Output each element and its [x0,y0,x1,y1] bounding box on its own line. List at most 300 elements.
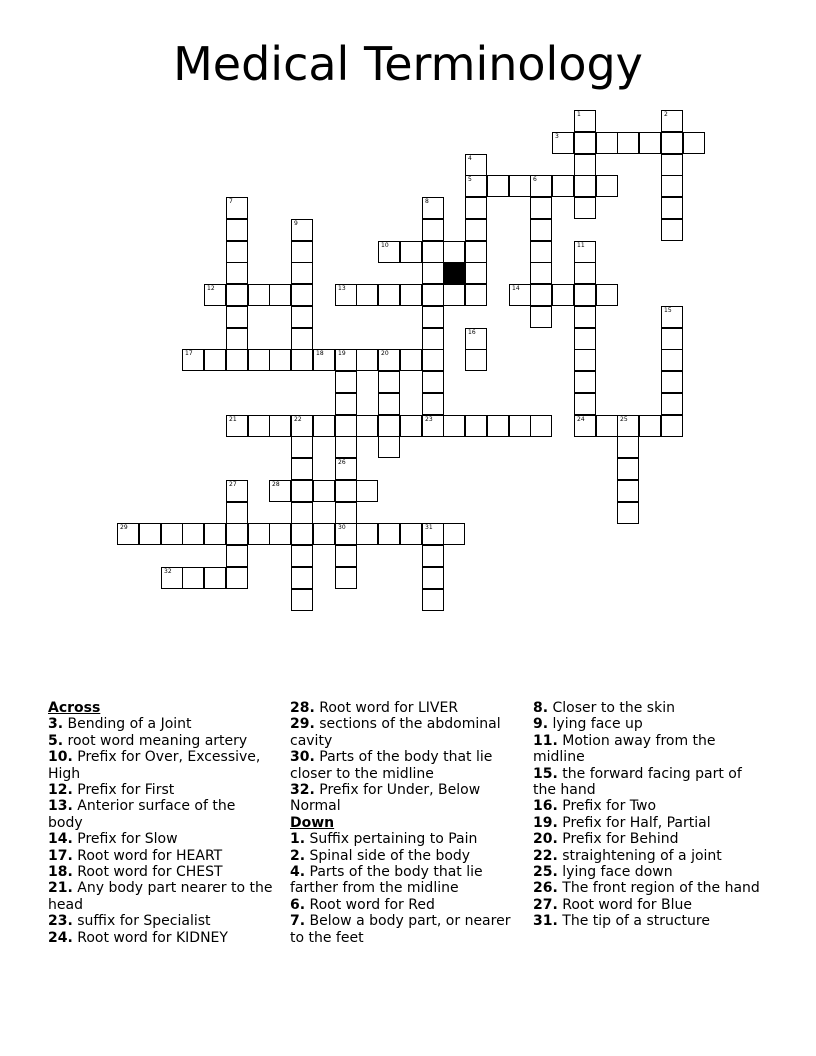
clue-text: Prefix for Over, Excessive, High [48,749,261,782]
clue-number: 10. [48,749,73,766]
down-clue [290,913,515,946]
clue-text: Prefix for Behind [557,831,679,848]
across-clue [48,733,273,749]
clue-number: 6. [290,896,306,913]
down-clue [533,880,761,896]
cell-number: 6 [533,176,537,183]
crossword-cell[interactable] [465,175,487,197]
crossword-cell[interactable] [226,480,248,502]
crossword-cell[interactable] [269,523,291,545]
crossword-cell[interactable] [226,219,248,241]
cell-number: 26 [338,459,346,466]
cell-number: 31 [425,524,433,531]
clue-number: 3. [48,716,64,733]
crossword-cell[interactable] [465,219,487,241]
clue-text: suffix for Specialist [72,913,211,930]
across-clue [48,782,273,798]
across-clue [290,749,515,782]
clue-number: 16. [533,798,558,815]
crossword-cell[interactable] [248,349,270,371]
crossword-cell[interactable] [313,415,335,437]
crossword-cell[interactable] [422,523,444,545]
clue-number: 15. [533,765,558,782]
clue-number: 31. [533,913,558,930]
crossword-cell[interactable] [335,371,357,393]
crossword-cell[interactable] [269,480,291,502]
crossword-cell[interactable] [161,567,183,589]
crossword-cell[interactable] [400,415,422,437]
blocked-square [443,262,465,284]
down-clue [290,848,515,864]
across-clue [290,700,515,716]
crossword-cell[interactable] [400,523,422,545]
across-clue [48,880,273,913]
crossword-cell[interactable] [661,110,683,132]
crossword-cell[interactable] [422,197,444,219]
cell-number: 4 [468,155,472,162]
crossword-cell[interactable] [182,567,204,589]
clue-text: The tip of a structure [557,913,710,930]
crossword-cell[interactable] [378,371,400,393]
cell-number: 9 [294,220,298,227]
crossword-cell[interactable] [465,328,487,350]
crossword-cell[interactable] [226,545,248,567]
clue-text: Root word for CHEST [72,864,223,881]
clue-text: Spinal side of the body [305,847,471,864]
crossword-cell[interactable] [661,175,683,197]
crossword-cell[interactable] [422,219,444,241]
crossword-cell[interactable] [378,284,400,306]
crossword-cell[interactable] [443,241,465,263]
crossword-cell[interactable] [661,219,683,241]
crossword-cell[interactable] [291,306,313,328]
crossword-cell[interactable] [422,328,444,350]
crossword-cell[interactable] [291,589,313,611]
clue-text: Root word for HEART [72,847,223,864]
crossword-cell[interactable] [530,241,552,263]
across-clue [48,864,273,880]
clue-text: Root word for Blue [557,896,692,913]
cell-number: 18 [316,350,324,357]
clue-number: 9. [533,716,549,733]
crossword-cell[interactable] [422,545,444,567]
crossword-cell[interactable] [248,284,270,306]
crossword-cell[interactable] [356,349,378,371]
crossword-cell[interactable] [574,197,596,219]
crossword-cell[interactable] [182,349,204,371]
crossword-cell[interactable] [248,415,270,437]
crossword-cell[interactable] [683,132,705,154]
across-clue [48,716,273,732]
clue-text: straightening of a joint [557,847,722,864]
clue-text: Prefix for First [72,782,175,799]
crossword-cell[interactable] [269,284,291,306]
cell-number: 14 [512,285,520,292]
cell-number: 1 [577,111,581,118]
crossword-cell[interactable] [226,241,248,263]
clue-text: root word meaning artery [63,732,248,749]
crossword-cell[interactable] [422,415,444,437]
crossword-cell[interactable] [335,458,357,480]
cell-number: 29 [120,524,128,531]
clues-column-2 [290,700,515,946]
crossword-cell[interactable] [226,567,248,589]
crossword-cell[interactable] [422,284,444,306]
crossword-cell[interactable] [530,306,552,328]
crossword-cell[interactable] [574,262,596,284]
crossword-cell[interactable] [617,436,639,458]
down-clue [290,897,515,913]
crossword-cell[interactable] [291,458,313,480]
cell-number: 25 [620,416,628,423]
page-title: Medical Terminology [173,37,643,91]
crossword-cell[interactable] [226,349,248,371]
crossword-cell[interactable] [269,349,291,371]
crossword-cell[interactable] [204,523,226,545]
crossword-cell[interactable] [617,480,639,502]
crossword-cell[interactable] [335,502,357,524]
cell-number: 27 [229,481,237,488]
across-clues-list [48,716,273,946]
clue-number: 25. [533,864,558,881]
down-clue [290,864,515,897]
clue-number: 2. [290,847,306,864]
crossword-cell[interactable] [661,306,683,328]
clue-number: 32. [290,782,315,799]
crossword-cell[interactable] [204,284,226,306]
crossword-cell[interactable] [552,132,574,154]
crossword-cell[interactable] [291,567,313,589]
cell-number: 3 [555,133,559,140]
cell-number: 20 [381,350,389,357]
crossword-cell[interactable] [356,523,378,545]
crossword-cell[interactable] [356,284,378,306]
crossword-cell[interactable] [443,415,465,437]
crossword-cell[interactable] [422,241,444,263]
crossword-cell[interactable] [378,415,400,437]
crossword-cell[interactable] [509,284,531,306]
crossword-cell[interactable] [617,458,639,480]
down-clue [533,716,761,732]
cell-number: 19 [338,350,346,357]
across-clue [48,913,273,929]
crossword-cell[interactable] [530,219,552,241]
clues-column-1 [48,700,273,946]
clue-text: Any body part nearer to the head [48,880,273,913]
crossword-cell[interactable] [335,415,357,437]
clue-text: Bending of a Joint [63,716,192,733]
clue-number: 26. [533,880,558,897]
crossword-cell[interactable] [574,371,596,393]
cell-number: 30 [338,524,346,531]
crossword-cell[interactable] [661,371,683,393]
across-clue [48,848,273,864]
crossword-cell[interactable] [465,284,487,306]
crossword-cell[interactable] [335,480,357,502]
crossword-cell[interactable] [530,415,552,437]
clue-text: Closer to the skin [548,700,675,716]
crossword-cell[interactable] [487,175,509,197]
clue-text: Prefix for Slow [72,831,178,848]
crossword-cell[interactable] [378,523,400,545]
clue-number: 1. [290,831,306,848]
clue-number: 23. [48,913,73,930]
crossword-cell[interactable] [465,197,487,219]
crossword-cell[interactable] [204,349,226,371]
crossword-cell[interactable] [574,175,596,197]
crossword-cell[interactable] [617,415,639,437]
crossword-cell[interactable] [291,284,313,306]
crossword-cell[interactable] [422,589,444,611]
crossword-cell[interactable] [335,545,357,567]
down-clue [533,897,761,913]
cell-number: 24 [577,416,585,423]
clue-number: 22. [533,847,558,864]
crossword-cell[interactable] [661,132,683,154]
crossword-cell[interactable] [422,349,444,371]
crossword-cell[interactable] [509,175,531,197]
clue-number: 11. [533,732,558,749]
crossword-cell[interactable] [378,349,400,371]
clue-text: Prefix for Under, Below Normal [290,782,481,815]
clue-number: 17. [48,847,73,864]
crossword-cell[interactable] [335,393,357,415]
crossword-cell[interactable] [269,415,291,437]
crossword-cell[interactable] [661,154,683,176]
crossword-cell[interactable] [226,328,248,350]
cell-number: 15 [664,307,672,314]
clue-number: 12. [48,782,73,799]
crossword-cell[interactable] [596,175,618,197]
crossword-cell[interactable] [291,328,313,350]
crossword-cell[interactable] [226,262,248,284]
crossword-cell[interactable] [139,523,161,545]
crossword-cell[interactable] [226,523,248,545]
down-heading: Down [290,814,335,831]
crossword-cell[interactable] [574,349,596,371]
down-clue [533,913,761,929]
crossword-cell[interactable] [378,436,400,458]
crossword-cell[interactable] [356,415,378,437]
clue-text: Motion away from the midline [533,732,716,766]
crossword-cell[interactable] [596,415,618,437]
cell-number: 8 [425,198,429,205]
crossword-cell[interactable] [400,241,422,263]
across-clue [48,930,273,946]
crossword-cell[interactable] [465,262,487,284]
cell-number: 13 [338,285,346,292]
clue-text: Below a body part, or nearer to the feet [290,913,511,946]
clue-text: the forward facing part of the hand [533,765,742,799]
crossword-cell[interactable] [574,110,596,132]
clue-number: 8. [533,700,549,716]
crossword-cell[interactable] [574,284,596,306]
crossword-cell[interactable] [661,197,683,219]
crossword-cell[interactable] [574,328,596,350]
across-clue [48,798,273,831]
crossword-cell[interactable] [487,415,509,437]
crossword-cell[interactable] [596,284,618,306]
crossword-cell[interactable] [400,349,422,371]
crossword-cell[interactable] [291,262,313,284]
crossword-cell[interactable] [291,480,313,502]
crossword-cell[interactable] [465,241,487,263]
cell-number: 17 [185,350,193,357]
crossword-cell[interactable] [226,502,248,524]
crossword-cell[interactable] [530,262,552,284]
crossword-cell[interactable] [661,349,683,371]
cell-number: 28 [272,481,280,488]
crossword-cell[interactable] [182,523,204,545]
crossword-cell[interactable] [313,523,335,545]
clue-text: Parts of the body that lie farther from the midline [290,864,483,897]
clue-text: Parts of the body that lie closer to the midline [290,749,493,782]
clue-number: 7. [290,913,306,930]
down-clue [533,831,761,847]
crossword-cell[interactable] [509,415,531,437]
down-clues-list [290,831,515,946]
crossword-cell[interactable] [161,523,183,545]
clue-text: sections of the abdominal cavity [290,716,501,749]
clues-column-3 [533,700,761,930]
crossword-cell[interactable] [422,371,444,393]
clue-text: Prefix for Two [557,798,657,815]
clue-text: Suffix pertaining to Pain [305,831,478,848]
crossword-cell[interactable] [291,502,313,524]
crossword-cell[interactable] [291,545,313,567]
down-clue [533,700,761,716]
across-clue [48,831,273,847]
crossword-cell[interactable] [291,219,313,241]
crossword-cell[interactable] [422,262,444,284]
clue-text: Root word for Red [305,896,435,913]
crossword-cell[interactable] [574,415,596,437]
crossword-cell[interactable] [574,241,596,263]
crossword-cell[interactable] [443,284,465,306]
clue-number: 19. [533,814,558,831]
cell-number: 32 [164,568,172,575]
clue-number: 29. [290,716,315,733]
crossword-cell[interactable] [422,306,444,328]
crossword-cell[interactable] [552,175,574,197]
cell-number: 22 [294,416,302,423]
clue-text: Anterior surface of the body [48,798,236,831]
crossword-cell[interactable] [378,393,400,415]
crossword-cell[interactable] [465,349,487,371]
crossword-cell[interactable] [335,567,357,589]
crossword-cell[interactable] [530,197,552,219]
crossword-cell[interactable] [335,349,357,371]
down-clues-list-continued [533,700,761,930]
clue-number: 4. [290,864,306,881]
crossword-cell[interactable] [422,393,444,415]
cell-number: 2 [664,111,668,118]
down-clue [533,815,761,831]
crossword-cell[interactable] [639,415,661,437]
clue-number: 5. [48,732,64,749]
clue-text: Prefix for Half, Partial [557,814,711,831]
crossword-cell[interactable] [443,523,465,545]
crossword-cell[interactable] [617,132,639,154]
across-heading: Across [48,700,101,716]
crossword-cell[interactable] [552,284,574,306]
crossword-cell[interactable] [226,197,248,219]
crossword-cell[interactable] [291,523,313,545]
crossword-cell[interactable] [574,132,596,154]
down-clue [533,848,761,864]
cell-number: 5 [468,176,472,183]
crossword-cell[interactable] [661,415,683,437]
crossword-cell[interactable] [530,284,552,306]
crossword-cell[interactable] [335,523,357,545]
crossword-cell[interactable] [422,567,444,589]
crossword-cell[interactable] [639,132,661,154]
crossword-cell[interactable] [356,480,378,502]
crossword-cell[interactable] [596,132,618,154]
clue-number: 20. [533,831,558,848]
crossword-cell[interactable] [574,306,596,328]
crossword-cell[interactable] [530,175,552,197]
crossword-cell[interactable] [291,436,313,458]
down-clue [533,864,761,880]
down-clue [290,831,515,847]
crossword-cell[interactable] [291,415,313,437]
across-clue [290,782,515,815]
crossword-cell[interactable] [335,284,357,306]
crossword-cell[interactable] [400,284,422,306]
across-clue [290,716,515,749]
clue-number: 24. [48,929,73,946]
clue-text: lying face down [557,864,673,881]
clue-number: 21. [48,880,73,897]
crossword-cell[interactable] [313,349,335,371]
clue-text: Root word for KIDNEY [72,929,228,946]
clue-number: 27. [533,896,558,913]
crossword-cell[interactable] [335,436,357,458]
crossword-cell[interactable] [617,502,639,524]
crossword-cell[interactable] [574,393,596,415]
down-clue [533,766,761,799]
cell-number: 7 [229,198,233,205]
cell-number: 10 [381,242,389,249]
down-clue [533,733,761,766]
cell-number: 12 [207,285,215,292]
cell-number: 16 [468,329,476,336]
clue-text: The front region of the hand [557,880,760,897]
crossword-cell[interactable] [313,480,335,502]
crossword-cell[interactable] [291,349,313,371]
crossword-cell[interactable] [226,415,248,437]
across-clues-list-continued [290,700,515,815]
down-clue [533,798,761,814]
clue-text: lying face up [548,716,643,733]
crossword-cell[interactable] [574,154,596,176]
cell-number: 23 [425,416,433,423]
crossword-cell[interactable] [661,328,683,350]
crossword-cell[interactable] [226,306,248,328]
crossword-cell[interactable] [661,393,683,415]
crossword-cell[interactable] [248,523,270,545]
crossword-cell[interactable] [465,415,487,437]
crossword-cell[interactable] [117,523,139,545]
clue-text: Root word for LIVER [314,700,459,716]
crossword-cell[interactable] [291,241,313,263]
crossword-cell[interactable] [226,284,248,306]
crossword-cell[interactable] [378,241,400,263]
clue-number: 14. [48,831,73,848]
crossword-cell[interactable] [204,567,226,589]
crossword-cell[interactable] [465,154,487,176]
